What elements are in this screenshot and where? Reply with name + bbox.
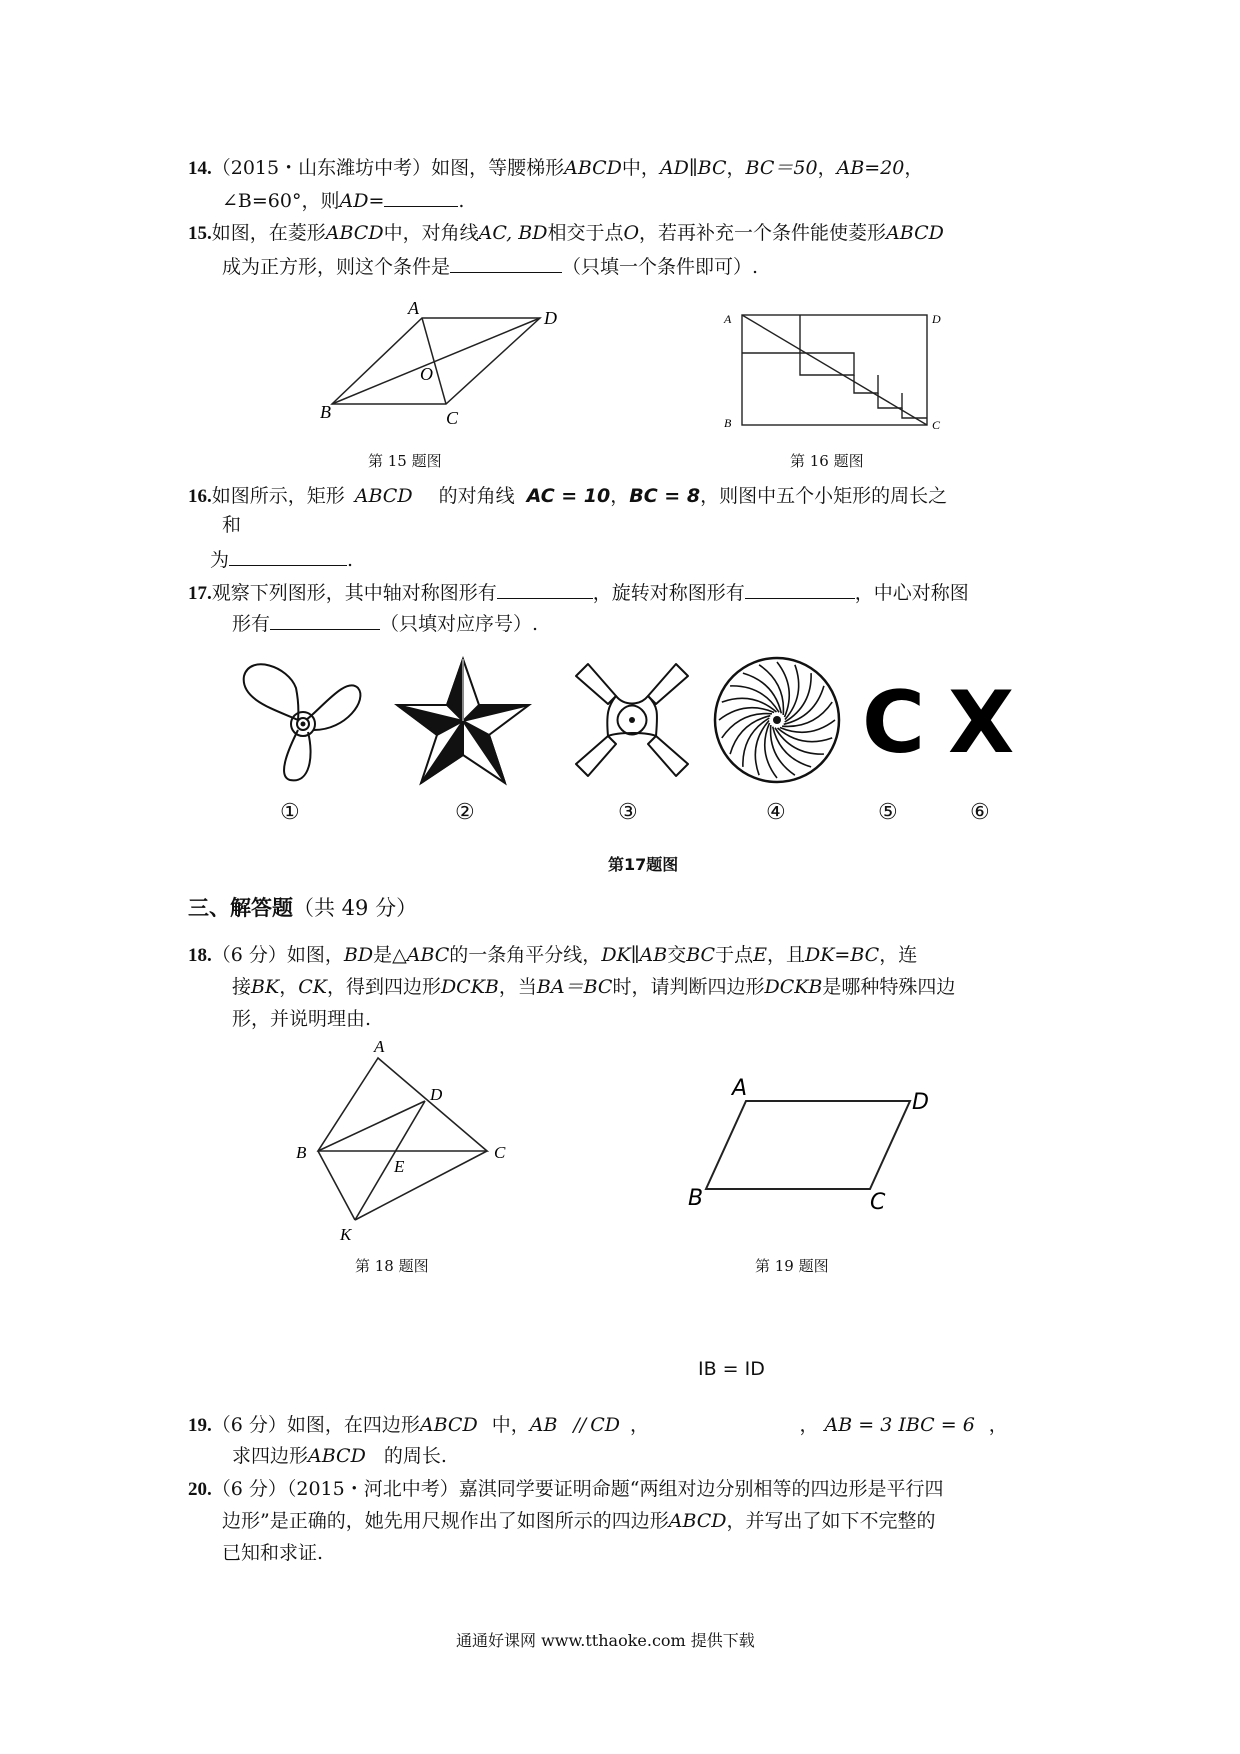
q19-abcd-2: ABCD <box>308 1445 366 1467</box>
fig16-caption: 第 16 题图 <box>790 452 864 470</box>
q17-text-d: 形有 <box>232 613 271 635</box>
q17-text-c: ，中心对称图 <box>854 582 969 604</box>
fig18-label-b: B <box>296 1143 307 1162</box>
fig19-parallelogram-diagram <box>680 1075 940 1215</box>
q18-text-b: 是△ <box>373 944 407 966</box>
q19-text: （6 分）如图，在四边形 <box>211 1414 420 1436</box>
q16-bc-8: BC = 8 <box>629 485 701 507</box>
section-3-score: （共 49 分） <box>293 896 418 920</box>
fig16-label-b: B <box>724 416 732 430</box>
q18-line-2 <box>232 974 955 1000</box>
q18-text-e: 于点 <box>715 944 754 966</box>
q19-text-c: 求四边形 <box>232 1445 309 1467</box>
q19-ab-bc-values: AB = 3 IBC = 6 <box>824 1414 975 1436</box>
q18-text-h: 接 <box>232 976 252 998</box>
q18-bd: BD <box>343 944 374 966</box>
fig15-diagonal-bd <box>332 318 540 404</box>
fig16-label-c: C <box>932 418 941 432</box>
fig17-fan-icon <box>236 660 371 785</box>
q18-line-1 <box>188 942 917 969</box>
q16-number: 16. <box>188 486 212 507</box>
q18-bc: BC <box>686 944 716 966</box>
q19-line-2 <box>232 1443 447 1469</box>
q16-comma: ， <box>610 485 630 507</box>
fig18-segment-bk <box>318 1151 355 1220</box>
q14-bc: BC＝50 <box>745 157 818 179</box>
q15-text: 如图，在菱形 <box>211 222 326 244</box>
q18-text-i: ，得到四边形 <box>326 976 441 998</box>
fig17-caption: 第17题图 <box>608 855 679 874</box>
q17-line-2 <box>232 609 538 637</box>
q19-line-1 <box>188 1412 1008 1439</box>
q17-text-e: （只填对应序号）. <box>380 613 539 635</box>
q17-text: 观察下列图形，其中轴对称图形有 <box>211 582 497 604</box>
q19-text-b: 中， <box>491 1414 530 1436</box>
q16-text-d: 为 <box>210 549 230 571</box>
q14-line-2 <box>222 186 464 214</box>
q14-line-1 <box>188 155 923 182</box>
q18-text-d: 交 <box>667 944 687 966</box>
q14-answer-blank[interactable] <box>384 186 458 207</box>
q15-point-o: O <box>623 222 640 244</box>
fig19-label-c: C <box>870 1190 886 1215</box>
q18-number: 18. <box>188 945 212 966</box>
q15-text-f: （只填一个条件即可）. <box>562 256 759 278</box>
q16-text-b: 的对角线 <box>438 485 515 507</box>
q20-line-1 <box>188 1476 943 1503</box>
fig17-letter-c: C <box>862 673 926 773</box>
fig17-star-icon <box>393 655 533 790</box>
q19-ab: AB <box>529 1414 558 1436</box>
fig18-triangle-abc <box>318 1058 487 1151</box>
q17-number: 17. <box>188 583 212 604</box>
q15-text-e: 成为正方形，则这个条件是 <box>222 256 451 278</box>
q17-axial-blank[interactable] <box>497 578 593 599</box>
q17-rotational-blank[interactable] <box>745 578 855 599</box>
q15-abcd: ABCD <box>325 222 384 244</box>
q16-period: . <box>347 549 354 571</box>
fig17-mark-4: ④ <box>766 800 786 825</box>
section-3-heading <box>188 892 417 922</box>
q16-text-c: ，则图中五个小矩形的周长之 <box>700 485 948 507</box>
fig19-caption: 第 19 题图 <box>755 1257 829 1275</box>
section-3-title: 三、解答题 <box>188 895 293 920</box>
fig19-parallelogram-outline <box>706 1101 910 1189</box>
q18-text-k: 时，请判断四边形 <box>612 976 765 998</box>
fig15-diagonal-ac <box>422 318 446 404</box>
q16-line-1 <box>188 483 947 510</box>
q14-text: （2015・山东潍坊中考）如图，等腰梯形 <box>211 157 565 179</box>
q15-abcd-2: ABCD <box>886 222 944 244</box>
q17-central-blank[interactable] <box>270 609 380 630</box>
fig17-mark-1: ① <box>280 800 300 825</box>
fig18-label-a: A <box>374 1037 385 1056</box>
q15-line-1 <box>188 220 944 247</box>
fig17-mark-5: ⑤ <box>878 800 898 825</box>
q18-text-c: 的一条角平分线， <box>449 944 602 966</box>
q18-bk: BK <box>251 976 280 998</box>
q19-cd: CD <box>590 1414 620 1436</box>
q19-parallel: // <box>573 1414 587 1436</box>
q14-number: 14. <box>188 158 212 179</box>
q19-comma-3: ， <box>988 1414 1008 1436</box>
fig18-triangle-diagram <box>290 1038 520 1248</box>
q17-text-b: ，旋转对称图形有 <box>592 582 745 604</box>
fig17-letter-x: X <box>948 673 1015 773</box>
q20-text-b: 边形”是正确的，她先用尺规作出了如图所示的四边形 <box>222 1510 669 1532</box>
stray-formula: IB = ID <box>698 1358 765 1380</box>
fig15-caption: 第 15 题图 <box>368 452 442 470</box>
fig19-label-a: A <box>732 1076 748 1101</box>
fig16-label-a: A <box>724 312 732 326</box>
q14-ad-parallel-bc: AD∥BC <box>659 157 727 179</box>
q18-dckb-2: DCKB <box>764 976 823 998</box>
q14-comma: ， <box>904 157 924 179</box>
fig16-strip-4 <box>878 393 902 408</box>
q14-abcd: ABCD <box>564 157 622 179</box>
fig15-label-d: D <box>544 308 557 328</box>
q15-answer-blank[interactable] <box>450 252 562 273</box>
q18-abc: ABC <box>406 944 450 966</box>
q18-ba-equals-bc: BA＝BC <box>536 976 613 998</box>
q16-answer-blank[interactable] <box>229 545 347 566</box>
q18-comma: ， <box>279 976 299 998</box>
q14-comma: ， <box>817 157 837 179</box>
fig17-mark-3: ③ <box>618 800 638 825</box>
fig18-label-e: E <box>394 1157 405 1176</box>
q20-number: 20. <box>188 1479 212 1500</box>
fig19-label-d: D <box>912 1090 929 1115</box>
q18-text-j: ，当 <box>498 976 537 998</box>
q19-comma-2: ， <box>799 1414 819 1436</box>
fig15-label-b: B <box>320 402 331 422</box>
fig15-label-a: A <box>408 298 419 318</box>
q18-text-l: 是哪种特殊四边 <box>822 976 956 998</box>
q16-text: 如图所示，矩形 <box>211 485 345 507</box>
q18-line-3: 形，并说明理由. <box>232 1008 372 1030</box>
q15-diagonals: AC, BD <box>478 222 548 244</box>
q20-text-c: ，并写出了如下不完整的 <box>726 1510 936 1532</box>
fig19-label-b: B <box>688 1186 704 1211</box>
fig18-label-c: C <box>494 1143 506 1162</box>
q18-point-e: E <box>753 944 767 966</box>
q14-comma: ， <box>726 157 746 179</box>
q20-line-2 <box>222 1508 936 1534</box>
q19-comma: ， <box>630 1414 640 1436</box>
q15-text-c: 相交于点 <box>547 222 624 244</box>
q18-text: （6 分）如图， <box>211 944 344 966</box>
fig17-letter-c-icon <box>862 673 932 773</box>
fig17-mark-2: ② <box>455 800 475 825</box>
fig16-rectangle-diagram <box>718 305 948 430</box>
q18-text-f: ，且 <box>766 944 805 966</box>
q20-abcd: ABCD <box>668 1510 727 1532</box>
q17-line-1 <box>188 578 969 607</box>
q19-abcd: ABCD <box>419 1414 478 1436</box>
q14-period: . <box>458 190 465 212</box>
fig17-swirl-circle-icon <box>712 655 842 785</box>
q15-number: 15. <box>188 223 212 244</box>
q14-ab: AB=20 <box>836 157 905 179</box>
fig15-label-c: C <box>446 408 459 428</box>
q19-text-d: 的周长. <box>383 1445 447 1467</box>
q18-dk-equals-bc: DK=BC <box>804 944 880 966</box>
q16-line-3 <box>210 545 353 573</box>
q18-dckb: DCKB <box>440 976 499 998</box>
fig17-letter-x-icon <box>948 673 1015 773</box>
fig18-caption: 第 18 题图 <box>355 1257 429 1275</box>
q16-line-2: 和 <box>222 514 242 536</box>
fig16-strip-2 <box>800 353 854 375</box>
q15-line-2 <box>222 252 758 280</box>
q19-number: 19. <box>188 1415 212 1436</box>
footer-download-note: 通通好课网 www.tthaoke.com 提供下载 <box>456 1631 755 1650</box>
q20-text: （6 分）（2015・河北中考）嘉淇同学要证明命题“两组对边分别相等的四边形是平行四 <box>211 1478 944 1500</box>
q16-abcd: ABCD <box>354 485 413 507</box>
fig15-rhombus-diagram <box>320 300 560 430</box>
q14-angle: ∠B=60°，则 <box>222 190 340 212</box>
q14-ad: AD= <box>339 190 385 212</box>
fig15-label-o: O <box>420 364 433 384</box>
q15-text-b: 中，对角线 <box>383 222 479 244</box>
q16-ac-10: AC = 10 <box>526 485 611 507</box>
fig17-mark-6: ⑥ <box>970 800 990 825</box>
q15-text-d: ，若再补充一个条件能使菱形 <box>639 222 887 244</box>
q18-dk-parallel-ab: DK∥AB <box>601 944 668 966</box>
q14-text-b: 中， <box>621 157 660 179</box>
fig16-label-d: D <box>932 312 941 326</box>
fig18-label-d: D <box>430 1085 443 1104</box>
q20-line-3: 已知和求证. <box>222 1542 324 1564</box>
q18-ck: CK <box>298 976 327 998</box>
q18-text-g: ，连 <box>879 944 918 966</box>
fig18-label-k: K <box>340 1225 352 1244</box>
fig17-cross-pattern-icon <box>572 660 692 780</box>
